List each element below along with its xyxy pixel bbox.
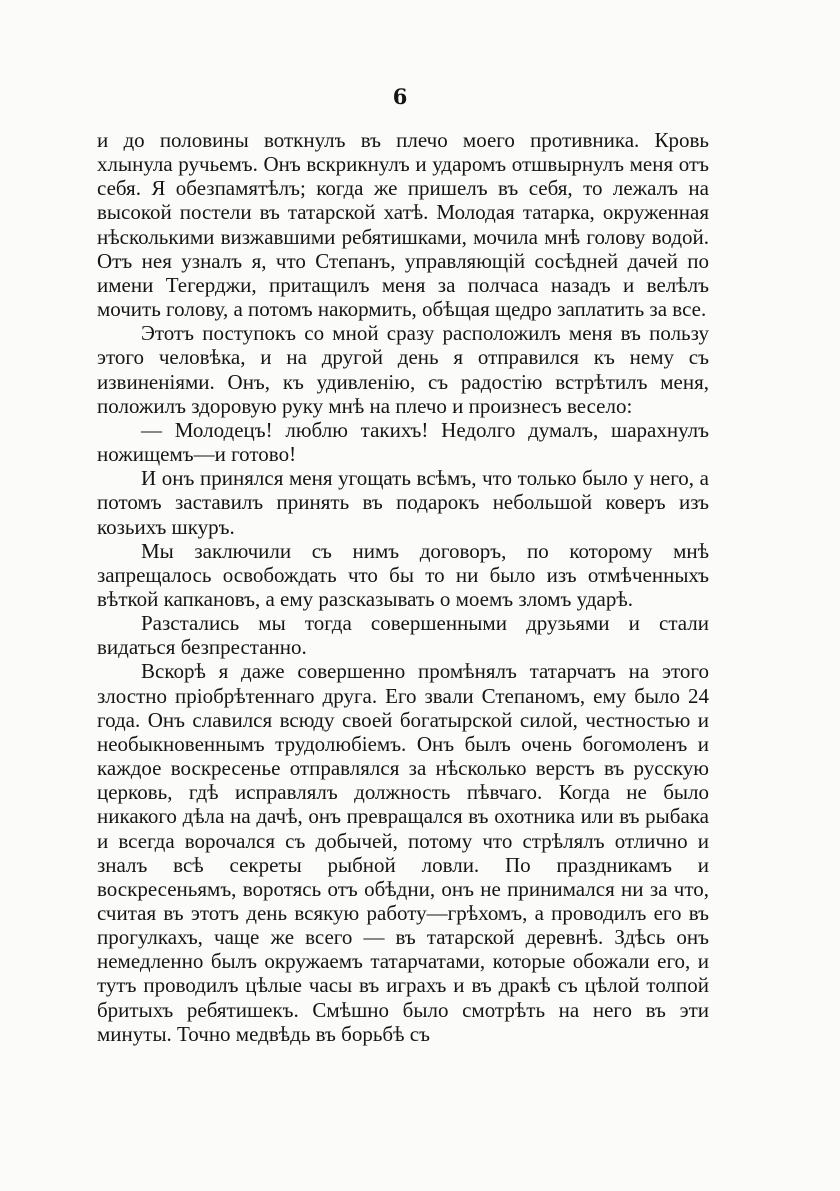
- paragraph: и до половины воткнулъ въ плечо моего противника. Кровь хлынула ручьемъ. Онъ вскрикнулъ и ударомъ отшвырнулъ меня отъ себя. Я обезпамятѣлъ; когда же пришелъ въ себя, то лежалъ на высокой постели въ татарской хатѣ. Молодая татарка, окруженная нѣсколькими визжавшими ребятишками, мочила мнѣ голову водой. Отъ нея узналъ я, что Степанъ, управляющій сосѣдней дачей по имени Тегерджи, притащилъ меня за полчаса назадъ и велѣлъ мочить голову, а потомъ накормить, обѣщая щедро заплатить за все.: [97, 128, 709, 322]
- paragraph: Мы заключили съ нимъ договоръ, по которому мнѣ запрещалось освобождать что бы то ни было изъ отмѣченныхъ вѣткой капкановъ, а ему разсказывать о моемъ зломъ ударѣ.: [97, 538, 709, 611]
- paragraph: Вскорѣ я даже совершенно промѣнялъ татарчатъ на этого злостно пріобрѣтеннаго друга. Его звали Степаномъ, ему было 24 года. Онъ славился всюду своей богатырской силой, честностью и необыкновеннымъ трудолюбіемъ. Онъ былъ очень богомоленъ и каждое воскресенье отправлялся за нѣсколько верстъ въ русскую церковь, гдѣ исправлялъ должность пѣвчаго. Когда не было никакого дѣла на дачѣ, онъ превращался въ охотника или въ рыбака и всегда ворочался съ добычей, потому что стрѣлялъ отлично и зналъ всѣ секреты рыбной ловли. По праздникамъ и воскресеньямъ, воротясь отъ обѣдни, онъ не принимался ни за что, считая въ этотъ день всякую работу—грѣхомъ, а проводилъ его въ прогулкахъ, чаще же всего — въ татарской деревнѣ. Здѣсь онъ немедленно былъ окружаемъ татарчатами, которые обожали его, и тутъ проводилъ цѣлые часы въ играхъ и въ дракѣ съ цѣлой толпой бритыхъ ребятишекъ. Смѣшно было смотрѣть на него въ эти минуты. Точно медвѣдь въ борьбѣ съ: [97, 659, 709, 1046]
- paragraph: Разстались мы тогда совершенными друзьями и стали видаться безпрестанно.: [97, 611, 709, 660]
- paragraph: И онъ принялся меня угощать всѣмъ, что только было у него, а потомъ заставилъ принять въ подарокъ небольшой коверъ изъ козьихъ шкуръ.: [97, 466, 709, 539]
- paragraph: — Молодецъ! люблю такихъ! Недолго думалъ, шарахнулъ ножищемъ—и готово!: [97, 417, 709, 467]
- paragraph: Этотъ поступокъ со мной сразу расположилъ меня въ пользу этого человѣка, и на другой день я отправился къ нему съ извиненіями. Онъ, къ удивленію, съ радостію встрѣтилъ меня, положилъ здоровую руку мнѣ на плечо и произнесъ весело:: [97, 321, 709, 418]
- page-number: 6: [392, 84, 408, 109]
- body-text: [97, 128, 709, 1046]
